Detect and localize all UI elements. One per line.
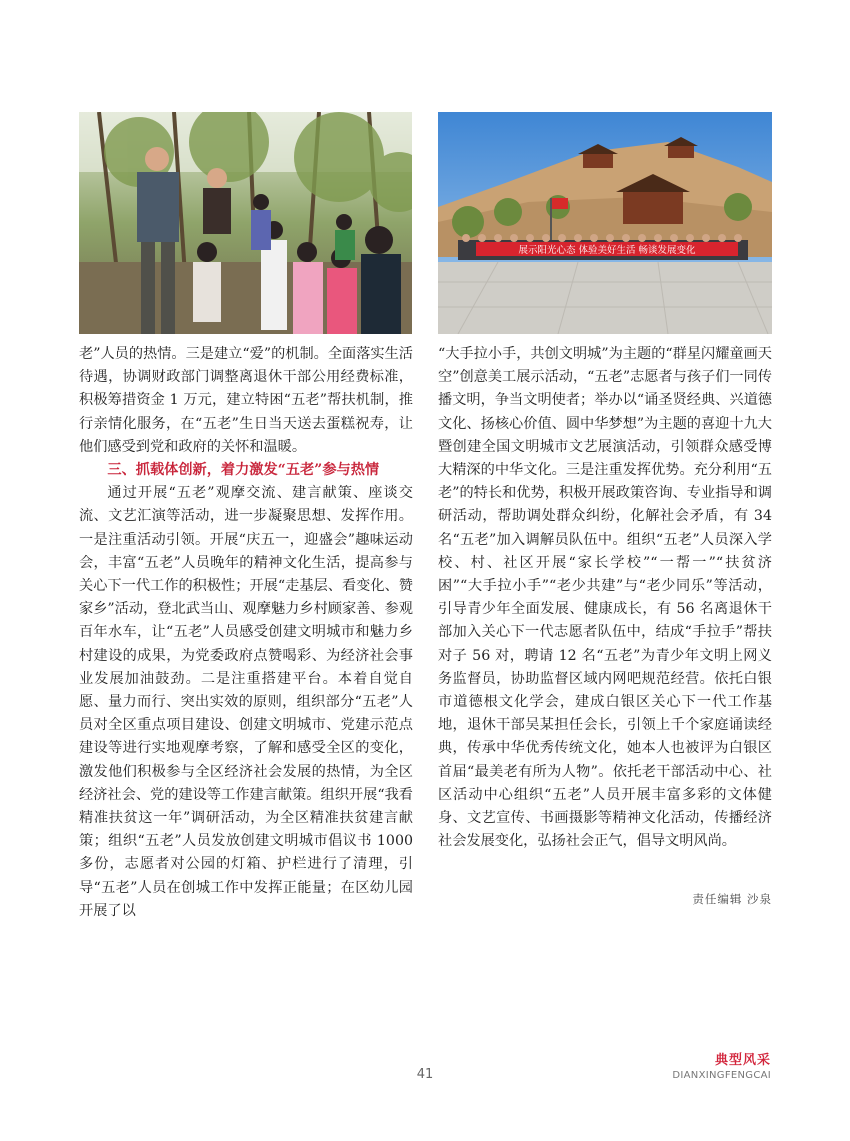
photo-group-banner bbox=[438, 112, 772, 334]
banner-text: 展示阳光心态 体验美好生活 畅谈发展变化 bbox=[518, 245, 696, 256]
footer-section-brand bbox=[672, 1053, 771, 1082]
text-column-right bbox=[438, 343, 772, 853]
section-heading: 三、抓载体创新，着力激发“五老”参与热情 bbox=[107, 462, 380, 479]
footer-section-title: 典型风采 bbox=[714, 1053, 771, 1068]
photo-group-banner-image bbox=[438, 112, 772, 334]
photo-elder-with-children bbox=[79, 112, 412, 334]
text-column-left bbox=[79, 343, 413, 923]
paragraph: 通过开展“五老”观摩交流、建言献策、座谈交流、文艺汇演等活动，进一步凝聚思想、发挥作用。一是注重活动引领。开展“庆五一，迎盛会”趣味运动会，丰富“五老”人员晚年的精神文化生活，提高参与关心下一代工作的积极性；开展“走基层、看变化、赞家乡”活动，登北武当山、观摩魅力乡村顾家善、参观百年水车，让“五老”人员感受创建文明城市和魅力乡村建设的成果，为党委政府点赞喝彩、为经济社会事业发展加油鼓劲。二是注重搭建平台。本着自觉自愿、量力而行、突出实效的原则，组织部分“五老”人员对全区重点项目建设、创建文明城市、党建示范点建设等进行实地观摩考察，了解和感受全区的变化，激发他们积极参与全区经济社会发展的热情，为全区经济社会、党的建设等工作建言献策。组织开展“我看精准扶贫这一年”调研活动，为全区精准扶贫建言献策；组织“五老”人员发放创建文明城市倡议书 1000 多份，志愿者对公园的灯箱、护栏进行了清理，引导“五老”人员在创城工作中发挥正能量；在区幼儿园开展了以 bbox=[79, 485, 413, 919]
responsible-editor: 责任编辑 沙泉 bbox=[692, 892, 772, 906]
photo-elder-with-children-image bbox=[79, 112, 412, 334]
footer-section-pinyin: DIANXINGFENGCAI bbox=[672, 1070, 771, 1081]
paragraph: 老”人员的热情。三是建立“爱”的机制。全面落实生活待遇，协调财政部门调整离退休干部公用经费标准，积极筹措资金 1 万元，建立特困“五老”帮扶机制，推行亲情化服务，在“五老”生日当天送去蛋糕祝寿，让他们感受到党和政府的关怀和温暖。 bbox=[79, 346, 413, 455]
page-number: 41 bbox=[416, 1067, 434, 1082]
paragraph: “大手拉小手，共创文明城”为主题的“群星闪耀童画天空”创意美工展示活动，“五老”志愿者与孩子们一同传播文明，争当文明使者；举办以“诵圣贤经典、兴道德文化、扬核心价值、圆中华梦想”为主题的喜迎十九大暨创建全国文明城市文艺展演活动，引领群众感受博大精深的中华文化。三是注重发挥优势。充分利用“五老”的特长和优势，积极开展政策咨询、专业指导和调研活动，帮助调处群众纠纷，化解社会矛盾，有 34 名“五老”加入调解员队伍中。组织“五老”人员深入学校、村、社区开展“家长学校”“一帮一”“扶贫济困”“大手拉小手”“老少共建”与“老少同乐”等活动，引导青少年全面发展、健康成长，有 56 名离退休干部加入关心下一代志愿者队伍中，结成“手拉手”帮扶对子 56 对，聘请 12 名“五老”为青少年文明上网义务监督员，协助监督区域内网吧规范经营。依托白银市道德根文化学会，建成白银区关心下一代工作基地，退休干部吴某担任会长，引领上千个家庭诵读经典，传承中华优秀传统文化，她本人也被评为白银区首届“最美老有所为人物”。依托老干部活动中心、社区活动中心组织“五老”人员开展丰富多彩的文体健身、文艺宣传、书画摄影等精神文化活动，传播经济社会发展变化，弘扬社会正气，倡导文明风尚。 bbox=[438, 346, 772, 850]
